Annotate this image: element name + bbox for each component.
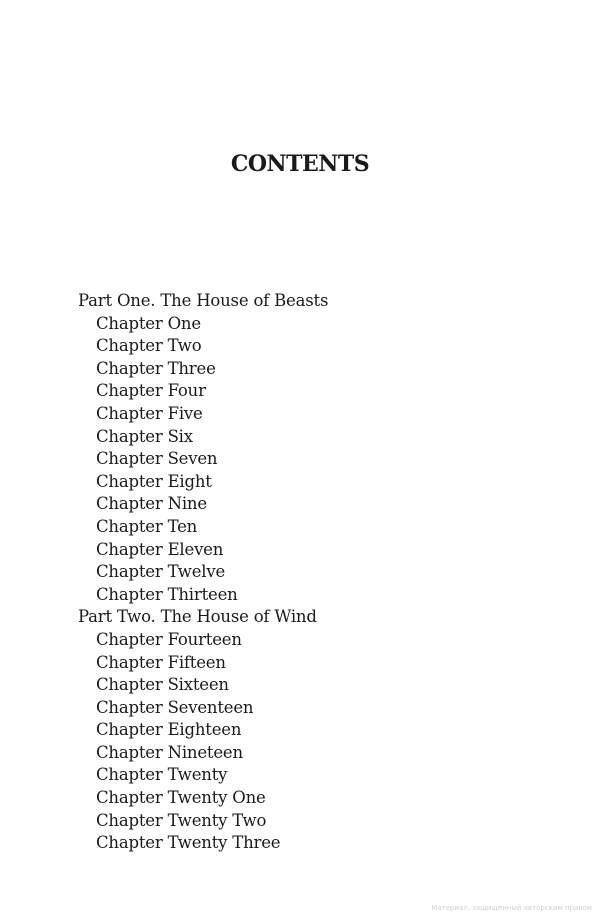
toc-chapter-link[interactable]: Chapter Five xyxy=(96,403,203,423)
toc-chapter-link[interactable]: Chapter Twenty Two xyxy=(96,810,267,830)
toc-chapter-link[interactable]: Chapter Three xyxy=(96,358,216,378)
toc-chapter-link[interactable]: Chapter Eighteen xyxy=(96,720,242,740)
toc-chapter-link[interactable]: Chapter Seventeen xyxy=(96,697,254,717)
page-title: CONTENTS xyxy=(230,151,370,177)
toc-chapter-link[interactable]: Chapter Sixteen xyxy=(96,675,229,695)
toc-part-link[interactable]: Part One. The House of Beasts xyxy=(78,291,329,310)
toc-chapter-link[interactable]: Chapter Nine xyxy=(96,494,207,514)
toc-chapter-link[interactable]: Chapter Ten xyxy=(96,516,198,536)
toc-chapter-link[interactable]: Chapter Eight xyxy=(96,471,212,491)
toc-chapter-link[interactable]: Chapter Two xyxy=(96,336,202,356)
toc-chapter-link[interactable]: Chapter Nineteen xyxy=(96,742,243,762)
toc-chapter-link[interactable]: Chapter Thirteen xyxy=(96,584,238,604)
toc-chapter-link[interactable]: Chapter Four xyxy=(96,381,206,401)
toc-chapter-link[interactable]: Chapter Twenty Three xyxy=(96,833,281,853)
toc-chapter-link[interactable]: Chapter One xyxy=(96,313,201,333)
toc-part-link[interactable]: Part Two. The House of Wind xyxy=(78,607,317,627)
toc-chapter-link[interactable]: Chapter Six xyxy=(96,426,193,446)
toc-chapter-link[interactable]: Chapter Eleven xyxy=(96,539,224,559)
toc-chapter-link[interactable]: Chapter Twenty xyxy=(96,765,228,785)
toc-chapter-link[interactable]: Chapter Twelve xyxy=(96,562,226,582)
toc-chapter-link[interactable]: Chapter Fourteen xyxy=(96,629,242,649)
copyright-watermark: Материал, защищенный авторским правом xyxy=(431,904,592,912)
toc-chapter-link[interactable]: Chapter Fifteen xyxy=(96,652,226,672)
table-of-contents xyxy=(78,290,328,855)
toc-chapter-link[interactable]: Chapter Seven xyxy=(96,449,218,469)
toc-chapter-link[interactable]: Chapter Twenty One xyxy=(96,788,266,808)
